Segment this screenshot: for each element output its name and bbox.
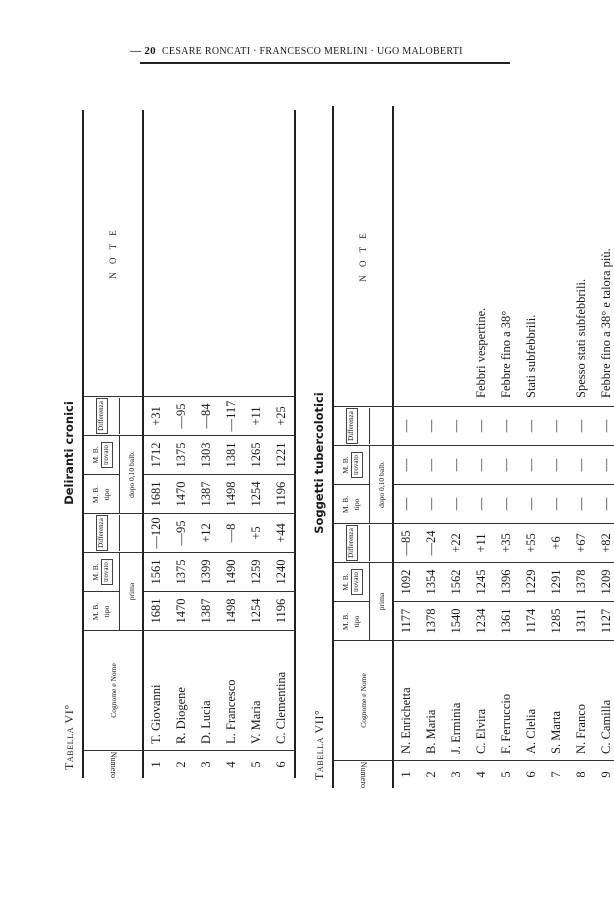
mb-trovato-dopo: 1712 bbox=[144, 435, 169, 474]
row-name: C. Clementina bbox=[269, 630, 294, 750]
table-row bbox=[194, 110, 219, 778]
mb-trovato-prima: 1354 bbox=[419, 562, 444, 601]
mb-trovato-dopo: — bbox=[594, 445, 614, 484]
row-number: 5 bbox=[494, 760, 519, 788]
row-number: 3 bbox=[444, 760, 469, 788]
table-grid bbox=[332, 106, 614, 788]
table-row bbox=[519, 106, 544, 788]
header-group-prima: M. B. tipo M. B. trovato prima bbox=[334, 562, 392, 640]
mb-tipo-dopo: 1498 bbox=[219, 474, 244, 513]
table-vi bbox=[62, 110, 312, 778]
row-name: B. Maria bbox=[419, 640, 444, 760]
mb-trovato-dopo: — bbox=[544, 445, 569, 484]
differenza-dopo: — bbox=[544, 406, 569, 445]
differenza-prima: +11 bbox=[469, 523, 494, 562]
differenza-dopo: +31 bbox=[144, 396, 169, 435]
row-number: 4 bbox=[469, 760, 494, 788]
differenza-prima: +5 bbox=[244, 513, 269, 552]
row-number: 4 bbox=[219, 750, 244, 778]
row-number: 1 bbox=[144, 750, 169, 778]
row-note bbox=[394, 106, 419, 406]
mb-tipo-dopo: — bbox=[569, 484, 594, 523]
row-number: 8 bbox=[569, 760, 594, 788]
differenza-dopo: +11 bbox=[244, 396, 269, 435]
differenza-prima: +82 bbox=[594, 523, 614, 562]
header-name: Cognome e Nome bbox=[334, 640, 392, 760]
table-grid bbox=[82, 110, 296, 778]
mb-tipo-dopo: — bbox=[419, 484, 444, 523]
header-group-dopo: M. B. tipo M. B. trovato dopo 0,10 balb. bbox=[84, 435, 142, 513]
differenza-prima: +6 bbox=[544, 523, 569, 562]
mb-trovato-dopo: 1221 bbox=[269, 435, 294, 474]
differenza-dopo: — bbox=[569, 406, 594, 445]
mb-trovato-dopo: 1265 bbox=[244, 435, 269, 474]
differenza-dopo: — bbox=[494, 406, 519, 445]
table-row bbox=[494, 106, 519, 788]
mb-trovato-dopo: 1381 bbox=[219, 435, 244, 474]
mb-tipo-dopo: 1681 bbox=[144, 474, 169, 513]
table-vii bbox=[312, 106, 613, 788]
differenza-prima: +44 bbox=[269, 513, 294, 552]
table-row bbox=[544, 106, 569, 788]
row-name: D. Lucia bbox=[194, 630, 219, 750]
row-number: 5 bbox=[244, 750, 269, 778]
row-name: N. Franco bbox=[569, 640, 594, 760]
header-group-dopo: M. B. tipo M. B. trovato dopo 0,10 balb. bbox=[334, 445, 392, 523]
row-name: C. Elvira bbox=[469, 640, 494, 760]
differenza-prima: —85 bbox=[394, 523, 419, 562]
row-name: A. Clelia bbox=[519, 640, 544, 760]
table-row bbox=[269, 110, 294, 778]
row-name: R. Diogene bbox=[169, 630, 194, 750]
differenza-dopo: —84 bbox=[194, 396, 219, 435]
row-name: V. Maria bbox=[244, 630, 269, 750]
mb-tipo-prima: 1127 bbox=[594, 601, 614, 640]
row-note: Febbri vespertine. bbox=[474, 307, 488, 398]
header-rule bbox=[140, 62, 510, 64]
differenza-dopo: —95 bbox=[169, 396, 194, 435]
differenza-prima: —95 bbox=[169, 513, 194, 552]
differenza-prima: +22 bbox=[444, 523, 469, 562]
row-name: C. Camilla bbox=[594, 640, 614, 760]
mb-trovato-prima: 1229 bbox=[519, 562, 544, 601]
row-note bbox=[169, 110, 194, 396]
table-row bbox=[394, 106, 419, 788]
mb-tipo-prima: 1498 bbox=[219, 591, 244, 630]
row-note bbox=[444, 106, 469, 406]
differenza-prima: —120 bbox=[144, 513, 169, 552]
header-differenza-1: Differenza bbox=[334, 523, 392, 562]
mb-tipo-dopo: — bbox=[394, 484, 419, 523]
mb-trovato-dopo: 1375 bbox=[169, 435, 194, 474]
differenza-dopo: +25 bbox=[269, 396, 294, 435]
table-row bbox=[169, 110, 194, 778]
table-row bbox=[419, 106, 444, 788]
table-row bbox=[469, 106, 494, 788]
mb-trovato-prima: 1375 bbox=[169, 552, 194, 591]
table-title: Deliranti cronici bbox=[62, 401, 76, 505]
mb-trovato-prima: 1245 bbox=[469, 562, 494, 601]
mb-trovato-dopo: 1303 bbox=[194, 435, 219, 474]
differenza-prima: +35 bbox=[494, 523, 519, 562]
differenza-dopo: — bbox=[469, 406, 494, 445]
table-body bbox=[394, 106, 614, 788]
table-row bbox=[594, 106, 614, 788]
mb-tipo-dopo: 1387 bbox=[194, 474, 219, 513]
mb-tipo-prima: 1378 bbox=[419, 601, 444, 640]
row-note bbox=[144, 110, 169, 396]
row-note bbox=[194, 110, 219, 396]
mb-trovato-prima: 1490 bbox=[219, 552, 244, 591]
table-row bbox=[569, 106, 594, 788]
table-caption: Tabella VII° bbox=[312, 709, 326, 780]
header-differenza-1: Differenza bbox=[84, 513, 142, 552]
row-number: 2 bbox=[169, 750, 194, 778]
mb-tipo-dopo: 1196 bbox=[269, 474, 294, 513]
running-header bbox=[130, 44, 510, 58]
mb-tipo-prima: 1254 bbox=[244, 591, 269, 630]
differenza-dopo: —117 bbox=[219, 396, 244, 435]
mb-tipo-prima: 1174 bbox=[519, 601, 544, 640]
table-caption: Tabella VI° bbox=[62, 704, 76, 770]
table-header-row bbox=[334, 106, 394, 788]
page-number: — 20 bbox=[130, 45, 156, 57]
header-differenza-2: Differenza bbox=[334, 406, 392, 445]
mb-tipo-dopo: — bbox=[494, 484, 519, 523]
row-note bbox=[544, 106, 569, 406]
row-note: Stati subfebbrili. bbox=[524, 314, 538, 398]
row-note bbox=[269, 110, 294, 396]
table-header-row bbox=[84, 110, 144, 778]
table-row bbox=[244, 110, 269, 778]
mb-tipo-dopo: — bbox=[594, 484, 614, 523]
row-note bbox=[244, 110, 269, 396]
mb-trovato-prima: 1399 bbox=[194, 552, 219, 591]
row-number: 6 bbox=[269, 750, 294, 778]
mb-tipo-dopo: — bbox=[519, 484, 544, 523]
differenza-prima: +12 bbox=[194, 513, 219, 552]
row-name: N. Enrichetta bbox=[394, 640, 419, 760]
header-note: N O T E bbox=[108, 227, 118, 279]
mb-trovato-dopo: — bbox=[494, 445, 519, 484]
differenza-prima: —8 bbox=[219, 513, 244, 552]
differenza-dopo: — bbox=[394, 406, 419, 445]
mb-trovato-prima: 1562 bbox=[444, 562, 469, 601]
row-number: 9 bbox=[594, 760, 614, 788]
differenza-dopo: — bbox=[444, 406, 469, 445]
header-group-prima: M. B. tipo M. B. trovato prima bbox=[84, 552, 142, 630]
mb-tipo-prima: 1234 bbox=[469, 601, 494, 640]
row-number: 1 bbox=[394, 760, 419, 788]
header-differenza-2: Differenza bbox=[84, 396, 142, 435]
mb-tipo-prima: 1196 bbox=[269, 591, 294, 630]
mb-tipo-prima: 1470 bbox=[169, 591, 194, 630]
mb-tipo-dopo: 1470 bbox=[169, 474, 194, 513]
authors-line: CESARE RONCATI · FRANCESCO MERLINI · UGO MALOBERTI bbox=[161, 45, 463, 57]
mb-tipo-dopo: — bbox=[469, 484, 494, 523]
mb-trovato-dopo: — bbox=[394, 445, 419, 484]
mb-tipo-prima: 1387 bbox=[194, 591, 219, 630]
row-note: Spesso stati subfebbrili. bbox=[574, 278, 588, 398]
differenza-dopo: — bbox=[519, 406, 544, 445]
header-numero: Numero bbox=[84, 750, 142, 778]
mb-tipo-prima: 1177 bbox=[394, 601, 419, 640]
mb-trovato-prima: 1561 bbox=[144, 552, 169, 591]
row-name: J. Erminia bbox=[444, 640, 469, 760]
row-note bbox=[219, 110, 244, 396]
mb-trovato-prima: 1240 bbox=[269, 552, 294, 591]
mb-trovato-dopo: — bbox=[569, 445, 594, 484]
row-name: L. Francesco bbox=[219, 630, 244, 750]
differenza-dopo: — bbox=[419, 406, 444, 445]
mb-tipo-prima: 1285 bbox=[544, 601, 569, 640]
row-name: S. Marta bbox=[544, 640, 569, 760]
table-body bbox=[144, 110, 294, 778]
header-name: Cognome e Nome bbox=[84, 630, 142, 750]
row-number: 6 bbox=[519, 760, 544, 788]
mb-trovato-prima: 1209 bbox=[594, 562, 614, 601]
mb-trovato-dopo: — bbox=[469, 445, 494, 484]
differenza-dopo: — bbox=[594, 406, 614, 445]
mb-trovato-dopo: — bbox=[444, 445, 469, 484]
table-row bbox=[144, 110, 169, 778]
table-row bbox=[444, 106, 469, 788]
mb-trovato-dopo: — bbox=[419, 445, 444, 484]
table-title: Soggetti tubercolotici bbox=[312, 392, 326, 534]
header-note: N O T E bbox=[358, 230, 368, 282]
mb-tipo-prima: 1681 bbox=[144, 591, 169, 630]
row-note: Febbre fino a 38° bbox=[499, 310, 513, 398]
mb-trovato-prima: 1259 bbox=[244, 552, 269, 591]
row-number: 7 bbox=[544, 760, 569, 788]
row-number: 2 bbox=[419, 760, 444, 788]
mb-tipo-dopo: 1254 bbox=[244, 474, 269, 513]
mb-trovato-dopo: — bbox=[519, 445, 544, 484]
differenza-prima: —24 bbox=[419, 523, 444, 562]
mb-trovato-prima: 1092 bbox=[394, 562, 419, 601]
row-number: 3 bbox=[194, 750, 219, 778]
mb-tipo-prima: 1540 bbox=[444, 601, 469, 640]
differenza-prima: +55 bbox=[519, 523, 544, 562]
mb-tipo-dopo: — bbox=[444, 484, 469, 523]
mb-tipo-dopo: — bbox=[544, 484, 569, 523]
header-numero: Numero bbox=[334, 760, 392, 788]
differenza-prima: +67 bbox=[569, 523, 594, 562]
row-name: T. Giovanni bbox=[144, 630, 169, 750]
row-name: F. Ferruccio bbox=[494, 640, 519, 760]
mb-tipo-prima: 1361 bbox=[494, 601, 519, 640]
mb-trovato-prima: 1378 bbox=[569, 562, 594, 601]
mb-trovato-prima: 1396 bbox=[494, 562, 519, 601]
mb-tipo-prima: 1311 bbox=[569, 601, 594, 640]
row-note: Febbre fino a 38° e talora più. bbox=[599, 248, 613, 398]
row-note bbox=[419, 106, 444, 406]
table-row bbox=[219, 110, 244, 778]
mb-trovato-prima: 1291 bbox=[544, 562, 569, 601]
